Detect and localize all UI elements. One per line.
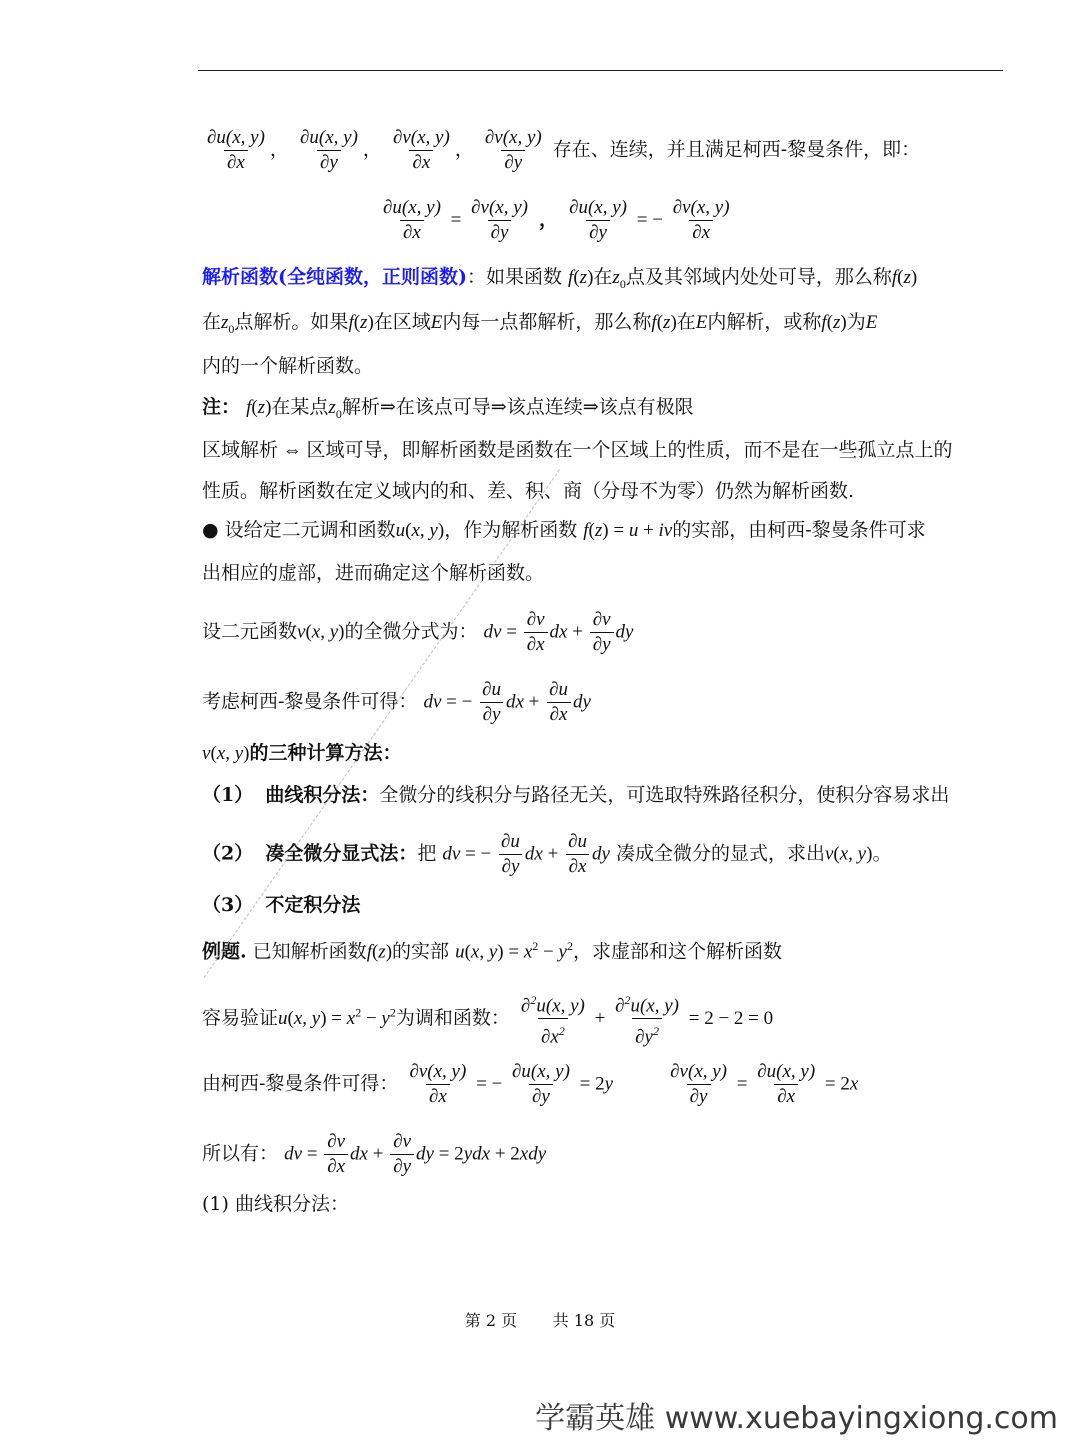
definition-title: 解析函数(全纯函数，正则函数): [202, 266, 467, 288]
bullet-line-2: 出相应的虚部，进而确定这个解析函数。: [202, 562, 545, 584]
cr-separator: ，: [539, 208, 559, 231]
cr-result-line: 由柯西-黎曼条件可得： $\frac{\partial v(x, y)}{\partial x}$ = − $\frac{\partial u(x, y)}{\partial y}$ = 2y $\frac{\partial v(x, y)}{\partial y}$ = $\frac{\partial u(x, y)}{\partial x}$ = 2x: [202, 1061, 859, 1107]
partials-line: $\frac{\partial u(x, y)}{\partial x}$ ， $\frac{\partial u(x, y)}{\partial y}$ ， $\frac{\partial v(x, y)}{\partial x}$ ， $\frac{\partial v(x, y)}{\partial y}$ 存在、连续，并且满足柯西-黎曼条件，即：: [207, 127, 921, 173]
dv-line: 设二元函数v(x, y)的全微分式为： dv = $\frac{\partial v}{\partial x}$ dx + $\frac{\partial v}{\partial y}$ dy: [202, 609, 634, 655]
so-line: 所以有： dv = $\frac{\partial v}{\partial x}$ dx + $\frac{\partial v}{\partial y}$ dy = 2ydx + 2xdy: [202, 1131, 547, 1177]
cr-dv-line: 考虑柯西-黎曼条件可得： dv = − $\frac{\partial u}{\partial y}$ dx + $\frac{\partial u}{\partial x}$ dy: [202, 679, 591, 725]
example-line: 例题. 已知解析函数f(z)的实部 u(x, $y) = x^2 - y^2$，求虚部和这个解析函数: [202, 939, 782, 963]
site-watermark: 学霸英雄 www.xuebayingxiong.com: [535, 1401, 1058, 1436]
header-rule: [198, 70, 1003, 71]
region-line-2: 性质。解析函数在定义域内的和、差、积、商（分母不为零）仍然为解析函数.: [202, 480, 855, 502]
note-line: 注： f(z)在某点$z_0$解析⇒在该点可导⇒该点连续⇒该点有极限: [202, 396, 694, 421]
page-number: 第 2 页: [464, 1311, 518, 1330]
method-1: （1） 曲线积分法：全微分的线积分与路径无关，可选取特殊路径积分，使积分容易求出: [202, 784, 950, 806]
page-total: 共 18 页: [552, 1311, 616, 1330]
partials-text: 存在、连续，并且满足柯西-黎曼条件，即：: [552, 138, 921, 161]
method-2: （2） 凑全微分显式法：把 dv = − $\frac{\partial u}{\partial y}$ dx + $\frac{\partial u}{\partial x}$ dy 凑成全微分的显式，求出v(x, y)。: [202, 831, 892, 877]
bullet-line-1: ● 设给定二元调和函数u(x, y)，作为解析函数 f(z) = u + iv的实部，由柯西-黎曼条件可求: [202, 519, 926, 541]
definition-line-3: 内的一个解析函数。: [202, 355, 374, 377]
method-3: （3） 不定积分法: [202, 894, 361, 916]
methods-title: v(x, y)的三种计算方法：: [202, 742, 402, 764]
definition-line-1: 解析函数(全纯函数，正则函数)：如果函数 f(z)在$z_0$点及其邻域内处处可导，那么称f(z): [202, 266, 918, 291]
note-label: 注：: [202, 396, 241, 418]
cr-equations: $\frac{\partial u(x, y)}{\partial x}$ = $\frac{\partial v(x, y)}{\partial y}$ ， $\frac{\partial u(x, y)}{\partial y}$ = − $\frac{\partial v(x, y)}{\partial x}$: [383, 197, 730, 243]
bullet-icon: ●: [202, 519, 219, 541]
last-line: (1) 曲线积分法：: [202, 1193, 349, 1215]
definition-line-2: 在$z_0$点解析。如果f(z)在区域E内每一点都解析，那么称f(z)在E内解析，或称f(z)为E: [202, 311, 878, 336]
page-footer: [0, 1308, 1080, 1331]
verify-line: 容易验证u(x, $y) = x^2 - y^2$为调和函数： $\frac{\partial^2u(x, y)}{\partial x^2}$ + $\frac{\partial^2u(x, y)}{\partial y^2}$ = 2 − 2 = 0: [202, 993, 774, 1048]
region-line-1: 区域解析 ⇔ 区域可导，即解析函数是函数在一个区域上的性质，而不是在一些孤立点上的: [202, 439, 953, 461]
